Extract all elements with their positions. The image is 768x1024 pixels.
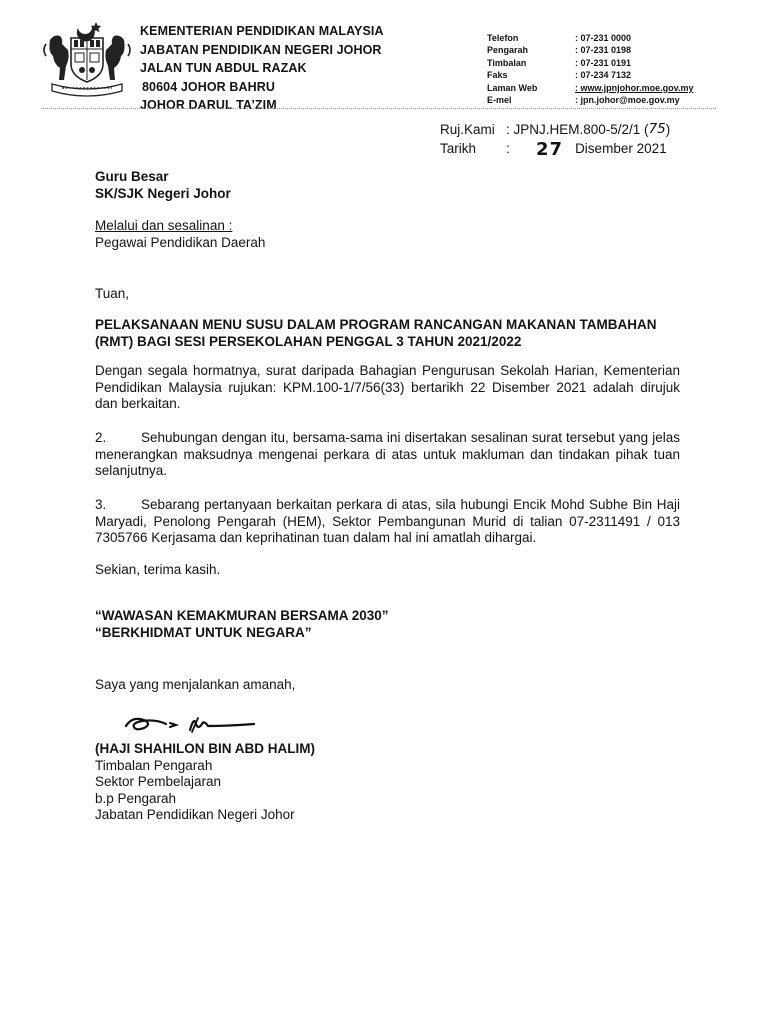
- date-month-year: Disember 2021: [575, 141, 667, 156]
- copy-to-value: Pegawai Pendidikan Daerah: [95, 234, 266, 250]
- date-row: [440, 139, 670, 158]
- signer-title-3: b.p Pengarah: [95, 790, 177, 806]
- website-link[interactable]: : www.jpnjohor.moe.gov.my: [575, 82, 694, 93]
- valediction: Saya yang menjalankan amanah,: [95, 677, 296, 692]
- org-line-postcode: 80604 JOHOR BAHRU: [142, 79, 275, 94]
- org-line-ministry: KEMENTERIAN PENDIDIKAN MALAYSIA: [140, 24, 384, 38]
- recipient-block: [95, 169, 231, 202]
- paragraph-3-text: Sebarang pertanyaan berkaitan perkara di atas, sila hubungi Encik Mohd Subhe Bin Haji Maryadi, Penolong Pengarah (HEM), Sektor Pembangunan Murid di talian 07-2311491 / 013 7305766 Kerjasama dan keprihatinan tuan dalam hal ini amatlah dihargai.: [95, 497, 680, 545]
- contact-value: : 07-231 0000: [575, 33, 632, 43]
- contact-value: : 07-234 7132: [575, 70, 632, 81]
- coat-of-arms-logo: [38, 18, 136, 98]
- contact-label: Faks: [487, 70, 508, 81]
- salutation: Tuan,: [95, 286, 130, 301]
- contact-label: E-mel: [487, 95, 512, 106]
- email-link[interactable]: : jpn.johor@moe.gov.my: [575, 95, 680, 106]
- org-line-state: JOHOR DARUL TA’ZIM: [140, 98, 277, 112]
- coat-of-arms-icon: [38, 18, 136, 98]
- signer-title-4: Jabatan Pendidikan Negeri Johor: [95, 807, 295, 822]
- contact-value: : 07-231 0191: [575, 57, 632, 68]
- reference-number-row: [440, 120, 670, 139]
- paragraph-1: Dengan segala hormatnya, surat daripada Bahagian Pengurusan Sekolah Harian, Kementerian Pendidikan Malaysia rujukan: KPM.100-1/7/56(33) bertarikh 22 Disember 2021 adalah dirujuk dan berkaitan.: [95, 363, 680, 411]
- reference-value: : JPNJ.HEM.800-5/2/1 (: [506, 122, 649, 137]
- motto-line-2: “BERKHIDMAT UNTUK NEGARA”: [95, 624, 312, 640]
- contact-label: Telefon: [487, 33, 519, 43]
- contact-label: Laman Web: [487, 82, 538, 93]
- org-line-department: JABATAN PENDIDIKAN NEGERI JOHOR: [140, 42, 382, 57]
- motto-line-1: “WAWASAN KEMAKMURAN BERSAMA 2030”: [95, 608, 389, 623]
- handwritten-signature: [118, 710, 258, 738]
- recipient-school: SK/SJK Negeri Johor: [95, 185, 231, 201]
- signer-title-1: Timbalan Pengarah: [95, 757, 213, 773]
- signature-icon: [118, 710, 258, 738]
- date-label: Tarikh: [440, 141, 477, 156]
- date-handwritten-day: 27: [536, 139, 564, 160]
- date-colon: :: [506, 141, 510, 156]
- contact-row-faks: [487, 69, 694, 81]
- reference-handwritten-number: 75: [648, 121, 666, 137]
- contact-row-telefon: [487, 32, 694, 44]
- contact-label: Timbalan: [487, 57, 527, 68]
- closing-line: Sekian, terima kasih.: [95, 562, 221, 577]
- contact-value: : 07-231 0198: [575, 45, 632, 56]
- signer-block: [95, 741, 315, 824]
- signer-name: (HAJI SHAHILON BIN ABD HALIM): [95, 741, 315, 756]
- reference-close: ): [665, 122, 671, 137]
- reference-label: Ruj.Kami: [440, 122, 495, 137]
- copy-to-label: Melalui dan sesalinan :: [95, 218, 233, 233]
- paragraph-number: 2.: [95, 430, 107, 445]
- paragraph-2-text: Sehubungan dengan itu, bersama-sama ini disertakan sesalinan surat tersebut yang jelas menerangkan maksudnya mengenai perkara di atas untuk makluman dan tindakan pihak tuan selanjutnya.: [95, 430, 680, 478]
- contact-row-website: [487, 82, 694, 94]
- motto-block: [95, 608, 389, 641]
- copy-to-block: [95, 218, 265, 251]
- signer-title-2: Sektor Pembelajaran: [95, 774, 222, 789]
- contact-label: Pengarah: [487, 45, 529, 56]
- contact-row-pengarah: [487, 44, 694, 56]
- org-line-street: JALAN TUN ABDUL RAZAK: [140, 61, 307, 75]
- organization-address: [140, 22, 384, 115]
- paragraph-3: [95, 497, 680, 547]
- contact-details: [487, 32, 694, 106]
- contact-row-email: [487, 94, 694, 106]
- letterhead-divider: [42, 108, 716, 109]
- reference-block: [440, 120, 670, 158]
- recipient-title: Guru Besar: [95, 169, 169, 184]
- subject-heading: PELAKSANAAN MENU SUSU DALAM PROGRAM RANCANGAN MAKANAN TAMBAHAN (RMT) BAGI SESI PERSEKOLAHAN PENGGAL 3 TAHUN 2021/2022: [95, 317, 657, 349]
- contact-row-timbalan: [487, 57, 694, 69]
- paragraph-2: [95, 430, 680, 480]
- paragraph-number: 3.: [95, 497, 107, 512]
